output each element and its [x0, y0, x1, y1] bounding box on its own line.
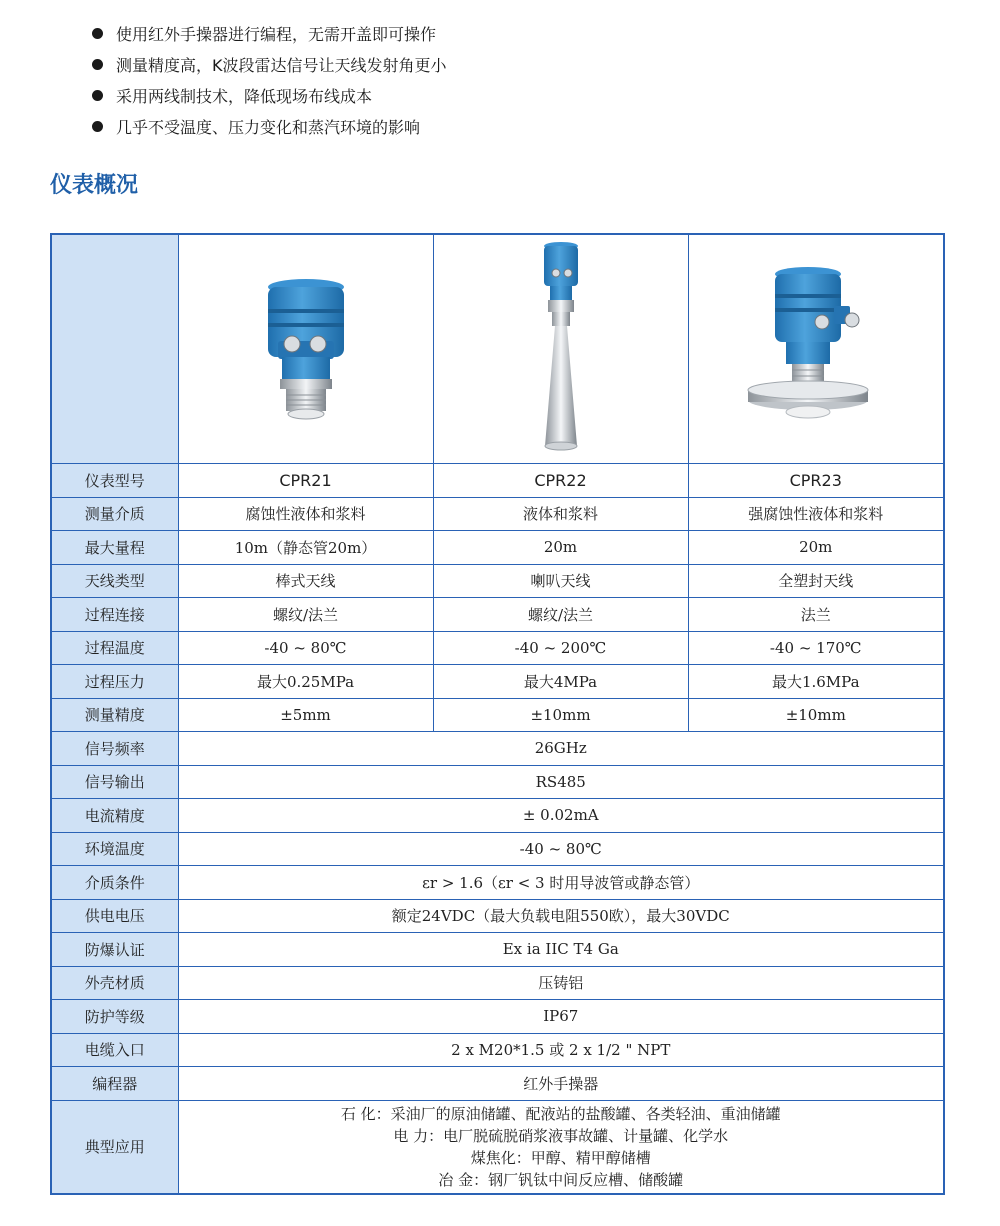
row-label: 典型应用 [51, 1100, 178, 1194]
cpr22-value: 喇叭天线 [433, 564, 688, 598]
row-label: 测量介质 [51, 497, 178, 531]
application-line: 石 化：采油厂的原油储罐、配液站的盐酸罐、各类轻油、重油储罐 [340, 1104, 781, 1123]
cpr22-product-image [501, 238, 621, 460]
cpr22-value: 20m [433, 531, 688, 565]
row-label: 最大量程 [51, 531, 178, 565]
cpr21-value: 最大0.25MPa [178, 665, 433, 699]
cpr22-value: CPR22 [433, 464, 688, 498]
table-row [51, 497, 944, 531]
table-row [51, 531, 944, 565]
row-label: 信号输出 [51, 765, 178, 799]
common-value: 2 x M20*1.5 或 2 x 1/2 " NPT [178, 1033, 944, 1067]
cpr22-value: 最大4MPa [433, 665, 688, 699]
table-row [51, 799, 944, 833]
common-value: RS485 [178, 765, 944, 799]
spec-table [50, 233, 945, 1195]
feature-list [92, 18, 447, 142]
common-value: 26GHz [178, 732, 944, 766]
table-row [51, 464, 944, 498]
cpr21-value: -40 ~ 80℃ [178, 631, 433, 665]
application-line: 电 力：电厂脱硫脱硝浆液事故罐、计量罐、化学水 [393, 1126, 729, 1145]
cpr23-value: 全塑封天线 [688, 564, 944, 598]
row-label: 防爆认证 [51, 933, 178, 967]
row-label: 过程压力 [51, 665, 178, 699]
product-image-cell [178, 234, 433, 464]
cpr23-value: -40 ~ 170℃ [688, 631, 944, 665]
row-label: 过程连接 [51, 598, 178, 632]
cpr21-value: 腐蚀性液体和浆料 [178, 497, 433, 531]
common-value: ± 0.02mA [178, 799, 944, 833]
cpr21-product-image [246, 249, 366, 449]
row-label: 防护等级 [51, 1000, 178, 1034]
cpr21-value: CPR21 [178, 464, 433, 498]
row-label: 过程温度 [51, 631, 178, 665]
cpr23-value: 强腐蚀性液体和浆料 [688, 497, 944, 531]
table-row [51, 966, 944, 1000]
product-image-cell [688, 234, 944, 464]
cpr22-value: ±10mm [433, 698, 688, 732]
cpr21-value: 10m（静态管20m） [178, 531, 433, 565]
feature-item: 采用两线制技术，降低现场布线成本 [92, 80, 447, 111]
application-line: 冶 金：钢厂钒钛中间反应槽、储酸罐 [438, 1170, 684, 1189]
common-value: Ex ia IIC T4 Ga [178, 933, 944, 967]
row-label: 仪表型号 [51, 464, 178, 498]
row-label: 编程器 [51, 1067, 178, 1101]
common-value: -40 ~ 80℃ [178, 832, 944, 866]
row-label: 供电电压 [51, 899, 178, 933]
image-label-cell [51, 234, 178, 464]
cpr23-value: ±10mm [688, 698, 944, 732]
feature-item: 使用红外手操器进行编程，无需开盖即可操作 [92, 18, 447, 49]
applications-cell [178, 1100, 944, 1194]
table-row [51, 631, 944, 665]
common-value: εr > 1.6（εr < 3 时用导波管或静态管） [178, 866, 944, 900]
table-row [51, 665, 944, 699]
table-row [51, 899, 944, 933]
table-row [51, 765, 944, 799]
cpr23-value: 最大1.6MPa [688, 665, 944, 699]
table-row [51, 732, 944, 766]
table-row [51, 598, 944, 632]
table-row [51, 933, 944, 967]
row-label: 外壳材质 [51, 966, 178, 1000]
row-label: 天线类型 [51, 564, 178, 598]
cpr21-value: 螺纹/法兰 [178, 598, 433, 632]
table-row [51, 866, 944, 900]
cpr23-value: 20m [688, 531, 944, 565]
feature-item: 几乎不受温度、压力变化和蒸汽环境的影响 [92, 111, 447, 142]
table-row [51, 698, 944, 732]
bullet-dot-icon [92, 121, 103, 132]
common-value: 红外手操器 [178, 1067, 944, 1101]
table-row [51, 1067, 944, 1101]
cpr23-value: 法兰 [688, 598, 944, 632]
table-row [51, 832, 944, 866]
common-value: IP67 [178, 1000, 944, 1034]
cpr22-value: -40 ~ 200℃ [433, 631, 688, 665]
table-row [51, 564, 944, 598]
product-image-row [51, 234, 944, 464]
applications-row [51, 1100, 944, 1194]
row-label: 测量精度 [51, 698, 178, 732]
row-label: 信号频率 [51, 732, 178, 766]
table-row [51, 1000, 944, 1034]
row-label: 电缆入口 [51, 1033, 178, 1067]
table-row [51, 1033, 944, 1067]
row-label: 电流精度 [51, 799, 178, 833]
common-value: 额定24VDC（最大负载电阻550欧），最大30VDC [178, 899, 944, 933]
cpr21-value: ±5mm [178, 698, 433, 732]
row-label: 介质条件 [51, 866, 178, 900]
bullet-dot-icon [92, 28, 103, 39]
feature-item: 测量精度高，K波段雷达信号让天线发射角更小 [92, 49, 447, 80]
cpr21-value: 棒式天线 [178, 564, 433, 598]
cpr23-value: CPR23 [688, 464, 944, 498]
row-label: 环境温度 [51, 832, 178, 866]
product-image-cell [433, 234, 688, 464]
bullet-dot-icon [92, 59, 103, 70]
cpr22-value: 液体和浆料 [433, 497, 688, 531]
cpr22-value: 螺纹/法兰 [433, 598, 688, 632]
cpr23-product-image [746, 264, 886, 434]
section-title: 仪表概况 [50, 173, 139, 198]
application-line: 煤焦化：甲醇、精甲醇储槽 [470, 1148, 651, 1167]
common-value: 压铸铝 [178, 966, 944, 1000]
bullet-dot-icon [92, 90, 103, 101]
